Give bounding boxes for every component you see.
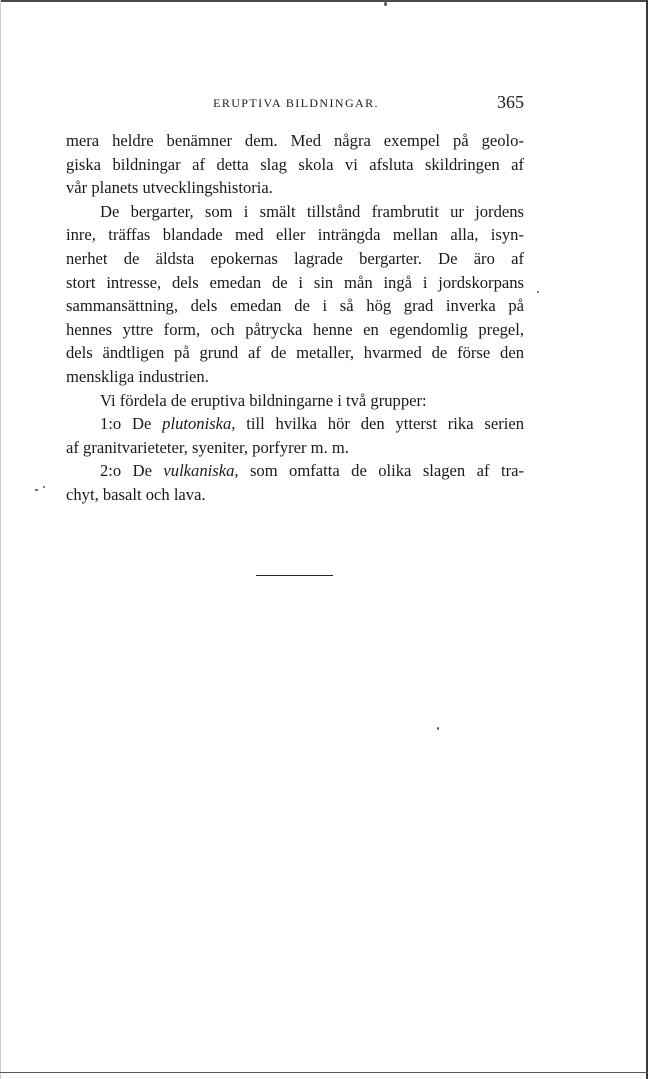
scan-edge-bottom xyxy=(0,1072,648,1073)
text-line: chyt, basalt och lava. xyxy=(66,484,206,504)
item-prefix: 1:o De xyxy=(100,414,163,434)
page-number: 365 xyxy=(497,92,524,112)
body-text xyxy=(66,129,524,507)
scan-edge-left xyxy=(0,0,1,1079)
text-line: inre, träffas blandade med eller inträngda mellan alla, isyn- xyxy=(66,225,524,245)
scan-speck xyxy=(43,486,45,488)
text-line: vår planets utvecklingshistoria. xyxy=(66,178,273,198)
text-line: stort intresse, dels emedan de i sin mån ingå i jordskorpans xyxy=(66,272,524,292)
list-item-plutoniska xyxy=(66,412,524,436)
text-line: mera heldre benämner dem. Med några exempel på geolo- xyxy=(66,131,524,150)
item-text: som omfatta de olika slagen af tra- xyxy=(238,461,524,481)
scan-speck xyxy=(537,291,539,293)
text-line: dels ändtligen på grund af de metaller, hvarmed de förse den xyxy=(66,343,524,363)
item-prefix: 2:o De xyxy=(100,461,164,481)
text-line: nerhet de äldsta epokernas lagrade bergarter. De äro af xyxy=(66,248,524,268)
text-line: menskliga industrien. xyxy=(66,366,209,386)
text-line: hennes yttre form, och påtrycka henne en egendomlig pregel, xyxy=(66,319,524,339)
list-item-vulkaniska xyxy=(66,459,524,483)
item-term: plutoniska, xyxy=(162,414,236,434)
scan-speck xyxy=(437,727,439,730)
paragraph-start-line: Vi fördela de eruptiva bildningarne i två grupper: xyxy=(100,390,427,410)
page-header xyxy=(66,92,526,116)
text-line: af granitvarieteter, syeniter, porfyrer m. m. xyxy=(66,437,349,457)
scan-speck xyxy=(384,2,387,6)
text-line: giska bildningar af detta slag skola vi afsluta skildringen af xyxy=(66,154,524,174)
item-text: till hvilka hör den ytterst rika serien xyxy=(235,414,524,434)
item-term: vulkaniska, xyxy=(163,461,239,481)
section-end-rule xyxy=(256,575,333,576)
paragraph-start-line: De bergarter, som i smält tillstånd frambrutit ur jordens xyxy=(100,201,524,221)
scan-edge-top xyxy=(0,0,648,2)
scan-speck xyxy=(35,489,38,491)
text-line: sammansättning, dels emedan de i så hög grad inverka på xyxy=(66,296,524,316)
running-title: ERUPTIVA BILDNINGAR. xyxy=(213,96,379,110)
